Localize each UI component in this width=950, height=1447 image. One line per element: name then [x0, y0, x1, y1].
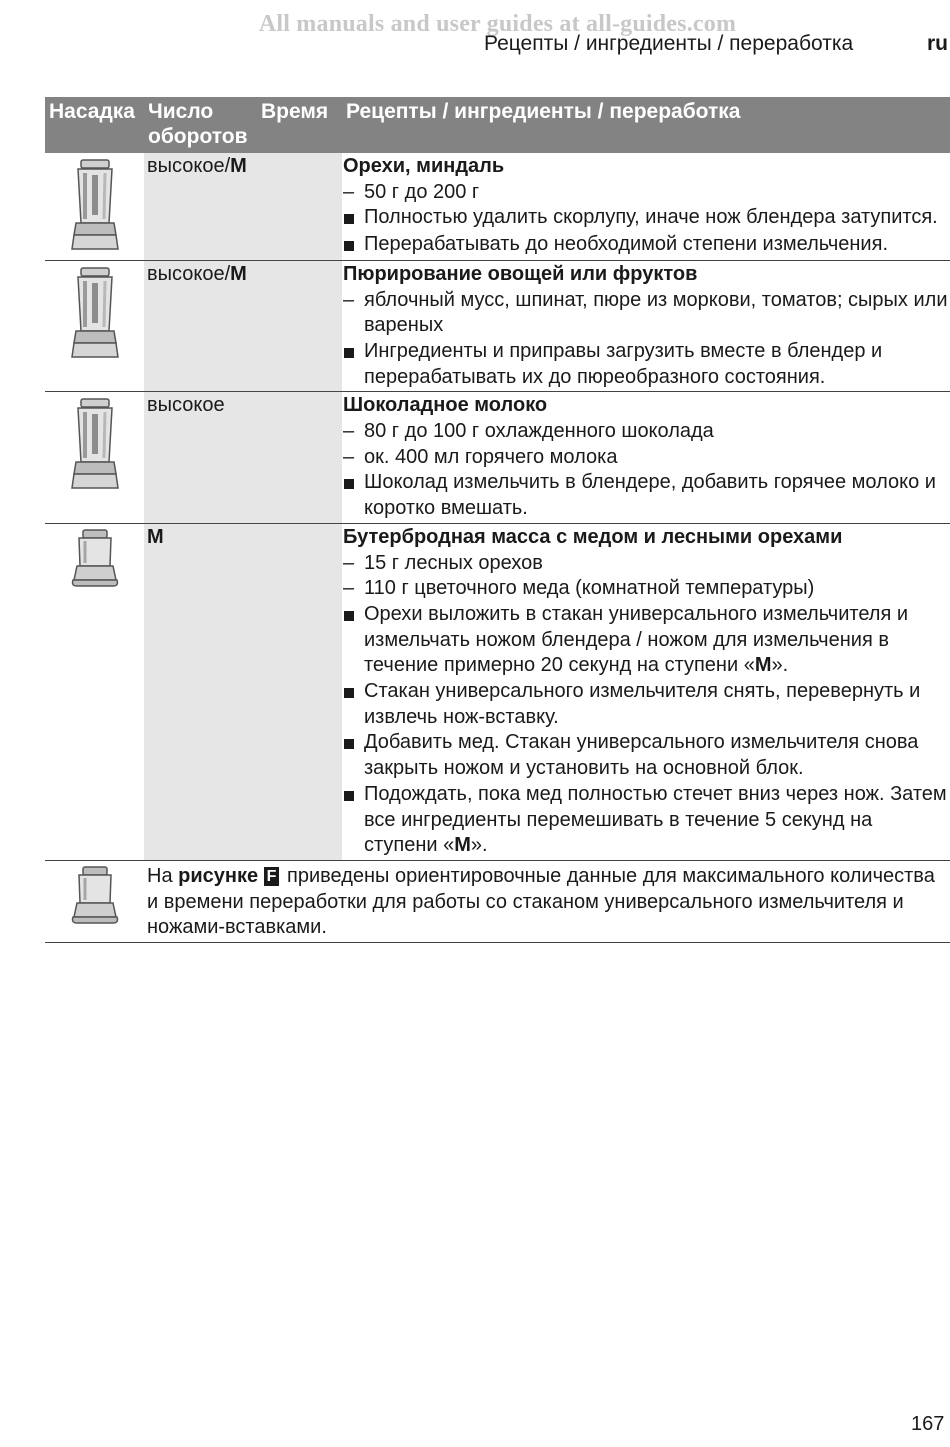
- item-text: [364, 232, 950, 259]
- table-row: [45, 392, 950, 524]
- speed-text: высокое/: [147, 262, 231, 285]
- dash-bullet-icon: –: [343, 551, 355, 574]
- item-text: [364, 288, 950, 339]
- item-text-main: Орехи выложить в стакан универсального измельчителя и измельчать ножом блендера / ножом для измельчения в течение примерно 20 секунд на ступени «: [364, 602, 909, 677]
- ingredient-item: [343, 288, 950, 339]
- square-bullet-icon: [343, 232, 364, 259]
- speed-text: высокое/: [147, 155, 231, 177]
- square-bullet-icon: [343, 470, 364, 521]
- page-header-title: Рецепты / ингредиенты / переработка: [484, 32, 854, 55]
- instruction-item: [343, 470, 950, 521]
- item-text: [364, 576, 950, 602]
- instruction-item: [343, 782, 950, 859]
- table-header-row: [45, 97, 950, 153]
- recipe-cell: [342, 260, 950, 392]
- square-bullet-icon: [343, 205, 364, 232]
- dash-bullet-icon: –: [343, 420, 355, 443]
- note-figure-ref: рисунке: [178, 864, 259, 887]
- recipe-title: Бутербродная масса с медом и лесными орехами: [343, 525, 843, 548]
- time-cell: [257, 153, 342, 260]
- ingredient-item: [343, 180, 950, 206]
- instruction-item: [343, 602, 950, 679]
- note-post: приведены ориентировочные данные для максимального количества и времени переработки для работы со стаканом универсального измельчителя и ножами-вставками.: [147, 864, 935, 939]
- attachment-cell: [45, 523, 144, 860]
- attachment-cell: [45, 260, 144, 392]
- header-recipe: Рецепты / ингредиенты / переработка: [342, 97, 950, 153]
- speed-cell: [144, 523, 257, 860]
- item-text: [364, 782, 950, 859]
- language-code: ru: [927, 32, 948, 55]
- item-text-main: Подождать, пока мед полностью стечет вниз через нож. Затем все ингредиенты перемешивать в течение 5 секунд на ступени «: [364, 782, 947, 857]
- item-text-main: Перерабатывать до необходимой степени измельчения.: [364, 233, 888, 256]
- item-text-main: 80 г до 100 г охлажденного шоколада: [364, 420, 714, 443]
- dash-bullet-icon: –: [343, 445, 355, 468]
- instruction-item: [343, 232, 950, 259]
- attachment-cell: [45, 392, 144, 524]
- figure-label-badge: F: [264, 867, 280, 886]
- blender-jug-icon: [69, 265, 121, 361]
- recipe-cell: [342, 523, 950, 860]
- item-text: [364, 180, 950, 206]
- header-time: Время: [257, 97, 342, 153]
- watermark: All manuals and user guides at all-guides.com: [258, 11, 737, 37]
- note-row: [45, 860, 950, 942]
- ingredient-item: [343, 576, 950, 602]
- recipe-title: Шоколадное молоко: [343, 394, 548, 417]
- speed-cell: [144, 153, 257, 260]
- note-pre: На: [147, 864, 179, 887]
- time-cell: [257, 392, 342, 524]
- item-text-main: 110 г цветочного меда (комнатной температуры): [364, 577, 815, 600]
- table-row: [45, 260, 950, 392]
- speed-text: высокое: [147, 394, 225, 417]
- item-text: [364, 679, 950, 730]
- item-text-after: ».: [771, 654, 789, 677]
- recipe-cell: [342, 153, 950, 260]
- attachment-cell: [45, 860, 144, 942]
- item-text-main: ок. 400 мл горячего молока: [364, 445, 618, 468]
- item-text-main: Шоколад измельчить в блендере, добавить горячее молоко и коротко вмешать.: [364, 471, 936, 520]
- table-body: [45, 153, 950, 943]
- time-cell: [257, 523, 342, 860]
- speed-cell: [144, 260, 257, 392]
- blender-jug-icon: [69, 157, 121, 253]
- ingredient-item: [343, 551, 950, 577]
- header-attachment: Насадка: [45, 97, 144, 153]
- recipe-cell: [342, 392, 950, 524]
- chopper-bowl-icon: [69, 528, 121, 590]
- note-text: [144, 860, 950, 942]
- item-text: [364, 419, 950, 445]
- item-text-main: Добавить мед. Стакан универсального измельчителя снова закрыть ножом и установить на основной блок.: [364, 731, 919, 780]
- speed-cell: [144, 392, 257, 524]
- square-bullet-icon: [343, 339, 364, 390]
- item-text: [364, 551, 950, 577]
- item-text-main: 15 г лесных орехов: [364, 551, 543, 574]
- item-text: [364, 205, 950, 232]
- recipe-title: Орехи, миндаль: [343, 155, 505, 177]
- item-text-main: 50 г до 200 г: [364, 180, 480, 203]
- instruction-item: [343, 339, 950, 390]
- chopper-bowl-icon: [69, 865, 121, 927]
- speed-setting: M: [230, 155, 247, 177]
- item-text-main: Стакан универсального измельчителя снять, перевернуть и извлечь нож-вставку.: [364, 680, 921, 728]
- time-cell: [257, 260, 342, 392]
- speed-setting: M: [754, 654, 772, 677]
- item-text-main: яблочный мусс, шпинат, пюре из моркови, томатов; сырых или вареных: [364, 288, 948, 337]
- ingredient-item: [343, 445, 950, 471]
- square-bullet-icon: [343, 679, 364, 730]
- item-text-main: Полностью удалить скорлупу, иначе нож блендера затупится.: [364, 206, 938, 229]
- dash-bullet-icon: –: [343, 577, 355, 600]
- page-number: 167: [911, 1413, 945, 1435]
- item-text: [364, 602, 950, 679]
- square-bullet-icon: [343, 730, 364, 781]
- item-text-after: ».: [470, 834, 488, 857]
- header-speed: Число оборотов: [144, 97, 257, 153]
- table-row: [45, 523, 950, 860]
- table-row: [45, 153, 950, 260]
- dash-bullet-icon: –: [343, 288, 355, 311]
- recipe-table: [45, 97, 950, 943]
- item-text: [364, 339, 950, 390]
- item-text: [364, 445, 950, 471]
- square-bullet-icon: [343, 782, 364, 859]
- item-text-main: Ингредиенты и приправы загрузить вместе в блендер и перерабатывать их до пюреобразного состояния.: [364, 339, 883, 388]
- item-text: [364, 730, 950, 781]
- recipe-title: Пюрирование овощей или фруктов: [343, 262, 698, 285]
- blender-jug-icon: [69, 396, 121, 492]
- instruction-item: [343, 679, 950, 730]
- square-bullet-icon: [343, 602, 364, 679]
- speed-setting: M: [454, 834, 471, 857]
- speed-setting: M: [230, 262, 247, 285]
- ingredient-item: [343, 419, 950, 445]
- attachment-cell: [45, 153, 144, 260]
- instruction-item: [343, 205, 950, 232]
- speed-setting: M: [147, 525, 164, 548]
- dash-bullet-icon: –: [343, 180, 355, 203]
- item-text: [364, 470, 950, 521]
- instruction-item: [343, 730, 950, 781]
